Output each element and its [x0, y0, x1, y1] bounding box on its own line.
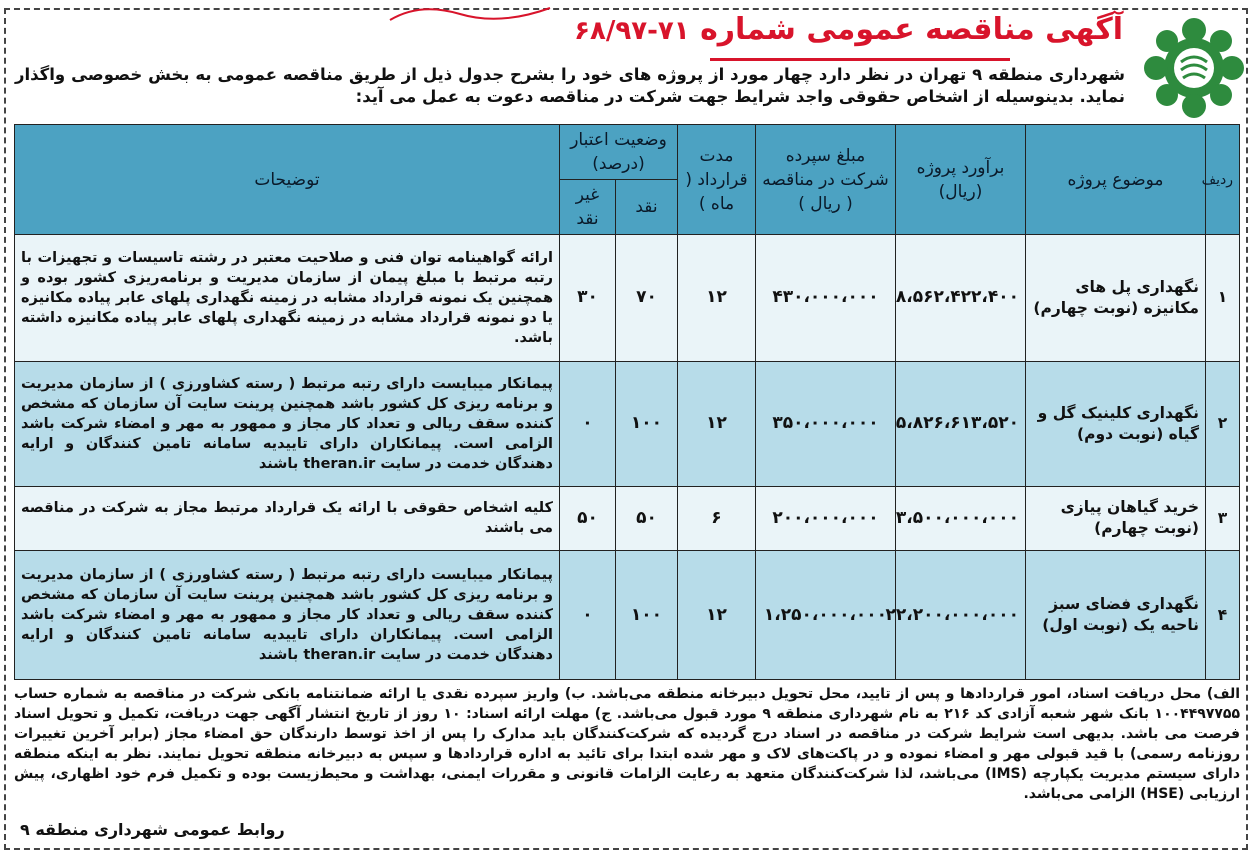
header-description: توضیحات — [15, 125, 560, 235]
header-non-cash: غیر نقد — [560, 180, 616, 235]
cell-description: ارائه گواهینامه توان فنی و صلاحیت معتبر در رشته تاسیسات و تجهیزات با رتبه مرتبط با مبلغ پیمان از سازمان مدیریت و برنامه‌ریزی کشور بوده و همچنین یک نمونه قرارداد مشابه در زمینه نگهداری پلهای عابر پیاده مکانیزه یا دو نمونه قرارداد مشابه در زمینه نگهداری پلهای عابر پیاده مکانیزه داشته باشد. — [15, 235, 560, 362]
intro-paragraph: شهرداری منطقه ۹ تهران در نظر دارد چهار مورد از پروژه های خود را بشرح جدول ذیل از طریق مناقصه عمومی به بخش خصوصی واگذار نماید. بدینوسیله از اشخاص حقوقی واجد شرایط جهت شرکت در مناقصه دعوت به عمل می آید: — [15, 65, 1125, 106]
conditions-paragraph: الف) محل دریافت اسناد، امور قراردادها و پس از تایید، محل تحویل دبیرخانه منطقه می‌باشد. ب) واریز سپرده نقدی یا ارائه ضمانتنامه بانکی شرکت در مناقصه به شماره حساب ۱۰۰۴۴۹۷۷۵۵ بانک شهر شعبه آزادی کد ۲۱۶ به نام شهرداری منطقه ۹ مورد قبول می‌باشد. ج) مهلت ارائه اسناد: ۱۰ روز از تاریخ انتشار آگهی جهت دریافت، تکمیل و تحویل اسناد فرصت می باشد. بدیهی است شرایط شرکت در مناقصه در اسناد درج گردیده که شرکت‌کنندگان باید مدارک را پس از اخذ توسط دارندگان حق امضاء مجاز (برابر آخرین تغییرات روزنامه رسمی) با قید قبولی مهر و امضاء نموده و در پاکت‌های لاک و مهر شده ابتدا برای تائید به اداره قراردادها و سپس به دبیرخانه منطقه تحویل نمایند. نظر به اینکه منطقه دارای سیستم مدیریت یکپارچه (IMS) می‌باشد، لذا شرکت‌کنندگان متعهد به رعایت الزامات قانونی و مقررات ایمنی، بهداشت و محیط‌زیست بوده و تکمیل فرم خود اظهاری، پیش ارزیابی (HSE) الزامی می‌باشد. — [14, 686, 1241, 802]
cell-non-cash: ۰ — [560, 551, 616, 680]
cell-row-no: ۲ — [1206, 361, 1240, 486]
cell-deposit: ۳۵۰،۰۰۰،۰۰۰ — [756, 361, 896, 486]
cell-description: پیمانکار میبایست دارای رتبه مرتبط ( رسته کشاورزی ) از سازمان مدیریت و برنامه ریزی کل کشور باشد همچنین پرینت سایت آن سازمان که مشخص کننده سقف ریالی و تعداد کار مجاز و ممهور به مهر و امضاء شرکت باشد الزامی است. پیمانکاران دارای تاییدیه سامانه تامین کنندگان و ارایه دهندگان خدمت در سایت theran.ir باشند — [15, 361, 560, 486]
title-number-label: شماره — [700, 12, 796, 47]
cell-cash: ۵۰ — [616, 486, 678, 550]
cell-estimate: ۳،۵۰۰،۰۰۰،۰۰۰ — [896, 486, 1026, 550]
cell-cash: ۷۰ — [616, 235, 678, 362]
cell-duration: ۶ — [678, 486, 756, 550]
table-row — [15, 235, 1240, 362]
cell-deposit: ۴۳۰،۰۰۰،۰۰۰ — [756, 235, 896, 362]
table-header-row — [15, 125, 1240, 180]
title-main: آگهی مناقصه عمومی — [806, 12, 1123, 47]
cell-row-no: ۱ — [1206, 235, 1240, 362]
title-underline — [710, 58, 1010, 61]
header-estimate: برآورد پروژه (ریال) — [896, 125, 1026, 235]
tehran-municipality-logo-icon — [1141, 16, 1247, 120]
cell-non-cash: ۰ — [560, 361, 616, 486]
header-credit-status: وضعیت اعتبار (درصد) — [560, 125, 678, 180]
cell-duration: ۱۲ — [678, 361, 756, 486]
cell-estimate: ۲۲،۲۰۰،۰۰۰،۰۰۰ — [896, 551, 1026, 680]
cell-duration: ۱۲ — [678, 551, 756, 680]
header-deposit: مبلغ سپرده شرکت در مناقصه ( ریال ) — [756, 125, 896, 235]
title-number: ۷۱-۶۸/۹۷ — [574, 16, 690, 46]
handwritten-mark-icon — [380, 0, 560, 26]
cell-subject: نگهداری فضای سبز ناحیه یک (نوبت اول) — [1026, 551, 1206, 680]
cell-estimate: ۸،۵۶۲،۴۲۲،۴۰۰ — [896, 235, 1026, 362]
header-duration: مدت قرارداد ( ماه ) — [678, 125, 756, 235]
header-subject: موضوع پروژه — [1026, 125, 1206, 235]
cell-deposit: ۱،۲۵۰،۰۰۰،۰۰۰ — [756, 551, 896, 680]
cell-subject: نگهداری پل های مکانیزه (نوبت چهارم) — [1026, 235, 1206, 362]
signature: روابط عمومی شهرداری منطقه ۹ — [14, 820, 291, 839]
projects-table — [14, 124, 1240, 680]
table-row — [15, 486, 1240, 550]
table-row — [15, 551, 1240, 680]
cell-row-no: ۳ — [1206, 486, 1240, 550]
table-row — [15, 361, 1240, 486]
cell-subject: نگهداری کلینیک گل و گیاه (نوبت دوم) — [1026, 361, 1206, 486]
cell-description: پیمانکار میبایست دارای رتبه مرتبط ( رسته کشاورزی ) از سازمان مدیریت و برنامه ریزی کل کشور باشد همچنین پرینت سایت آن سازمان که مشخص کننده سقف ریالی و تعداد کار مجاز و ممهور به مهر و امضاء شرکت باشد الزامی است. پیمانکاران دارای تاییدیه سامانه تامین کنندگان و ارایه دهندگان خدمت در سایت theran.ir باشند — [15, 551, 560, 680]
cell-non-cash: ۵۰ — [560, 486, 616, 550]
cell-deposit: ۲۰۰،۰۰۰،۰۰۰ — [756, 486, 896, 550]
cell-cash: ۱۰۰ — [616, 551, 678, 680]
header-row-no: ردیف — [1206, 125, 1240, 235]
cell-row-no: ۴ — [1206, 551, 1240, 680]
header-cash: نقد — [616, 180, 678, 235]
cell-duration: ۱۲ — [678, 235, 756, 362]
cell-estimate: ۵،۸۲۶،۶۱۳،۵۲۰ — [896, 361, 1026, 486]
cell-description: کلیه اشخاص حقوقی با ارائه یک قرارداد مرتبط مجاز به شرکت در مناقصه می باشند — [15, 486, 560, 550]
cell-cash: ۱۰۰ — [616, 361, 678, 486]
cell-subject: خرید گیاهان پیازی (نوبت چهارم) — [1026, 486, 1206, 550]
cell-non-cash: ۳۰ — [560, 235, 616, 362]
